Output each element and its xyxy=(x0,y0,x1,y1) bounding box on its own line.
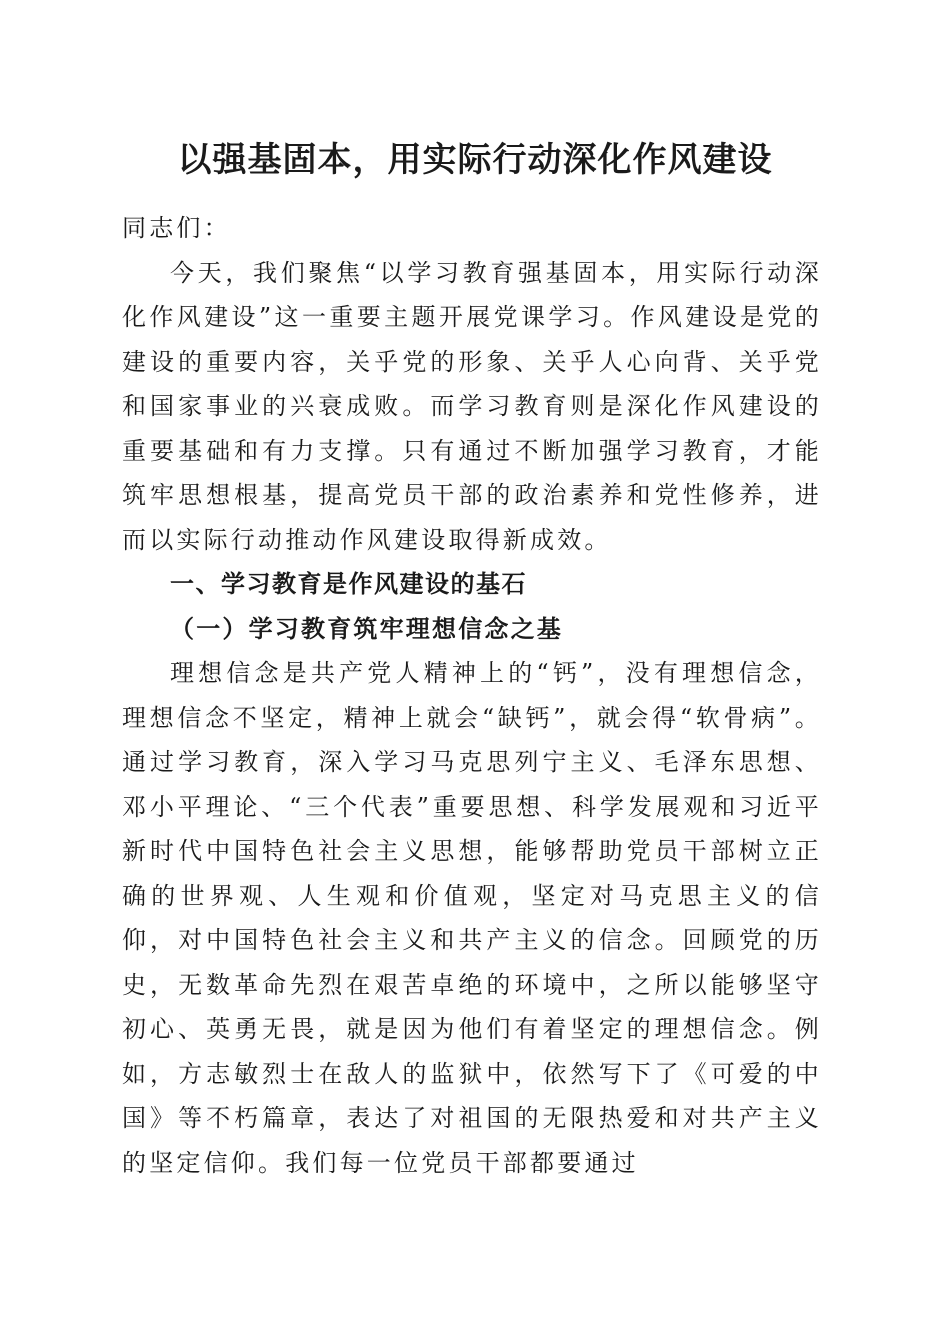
subsection-paragraph-1: 理想信念是共产党人精神上的“钙”，没有理想信念，理想信念不坚定，精神上就会“缺钙”，就会得“软骨病”。通过学习教育，深入学习马克思列宁主义、毛泽东思想、邓小平理论、“三个代表”重要思想、科学发展观和习近平新时代中国特色社会主义思想，能够帮助党员干部树立正确的世界观、人生观和价值观，坚定对马克思主义的信仰，对中国特色社会主义和共产主义的信念。回顾党的历史，无数革命先烈在艰苦卓绝的环境中，之所以能够坚守初心、英勇无畏，就是因为他们有着坚定的理想信念。例如，方志敏烈士在敌人的监狱中，依然写下了《可爱的中国》等不朽篇章，表达了对祖国的无限热爱和对共产主义的坚定信仰。我们每一位党员干部都要通过 xyxy=(122,659,822,1177)
document-title: 以强基固本，用实际行动深化作风建设 xyxy=(177,140,773,180)
section-heading-1: 一、学习教育是作风建设的基石 xyxy=(170,570,527,598)
document-body xyxy=(122,206,822,1185)
intro-paragraph: 今天，我们聚焦“以学习教育强基固本，用实际行动深化作风建设”这一重要主题开展党课学习。作风建设是党的建设的重要内容，关乎党的形象、关乎人心向背、关乎党和国家事业的兴衰成败。而学习教育则是深化作风建设的重要基础和有力支撑。只有通过不断加强学习教育，才能筑牢思想根基，提高党员干部的政治素养和党性修养，进而以实际行动推动作风建设取得新成效。 xyxy=(122,258,822,554)
subsection-heading-1: （一）学习教育筑牢理想信念之基 xyxy=(170,613,563,643)
salutation: 同志们： xyxy=(122,214,231,242)
